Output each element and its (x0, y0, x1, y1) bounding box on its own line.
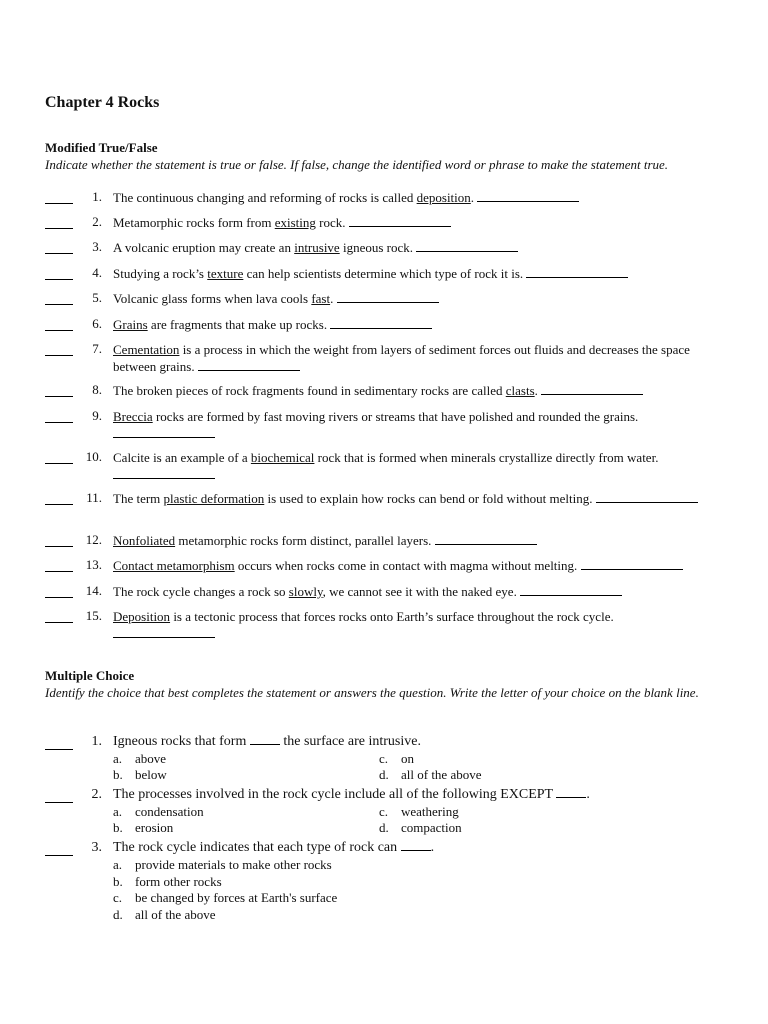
identified-phrase: intrusive (294, 240, 340, 255)
mc-section-instruction: Identify the choice that best completes the statement or answers the question. Write the letter of your choice on the blank line. (45, 685, 699, 700)
answer-blank[interactable] (45, 855, 73, 856)
answer-blank[interactable] (45, 228, 73, 229)
correction-blank[interactable] (520, 595, 622, 596)
identified-phrase: Contact metamorphism (113, 558, 235, 573)
identified-phrase: biochemical (250, 450, 315, 465)
identified-phrase: clasts (505, 383, 535, 398)
option-letter: d. (379, 767, 389, 782)
statement-text-post: metamorphic rocks form distinct, parallel layers. (175, 533, 432, 548)
item-statement (113, 557, 713, 574)
answer-blank[interactable] (45, 355, 73, 356)
item-number: 6. (92, 316, 102, 331)
answer-option (379, 820, 462, 836)
item-number: 4. (92, 265, 102, 280)
correction-blank[interactable] (477, 201, 579, 202)
identified-phrase: texture (207, 266, 244, 281)
option-letter: d. (113, 906, 123, 922)
item-statement (113, 316, 713, 333)
correction-blank[interactable] (349, 226, 451, 227)
item-statement (113, 532, 713, 549)
option-text: below (135, 767, 167, 782)
option-text: on (401, 751, 414, 766)
question-stem (113, 840, 713, 856)
correction-blank[interactable] (435, 544, 537, 545)
item-statement (113, 239, 713, 256)
item-number: 10. (85, 449, 102, 464)
correction-blank[interactable] (337, 302, 439, 303)
answer-blank[interactable] (45, 546, 73, 547)
option-text: weathering (401, 804, 459, 819)
statement-text-post: . (330, 291, 334, 306)
item-statement (113, 189, 713, 206)
item-statement (113, 449, 713, 483)
question-text-pre: The rock cycle indicates that each type of rock can (113, 840, 401, 855)
answer-blank[interactable] (45, 802, 73, 803)
option-letter: a. (113, 804, 123, 819)
option-letter: b. (113, 820, 123, 835)
statement-text-post: . (470, 190, 475, 205)
question-number: 2. (91, 787, 102, 802)
statement-text-pre: Metamorphic rocks form from (113, 215, 275, 230)
item-statement (113, 214, 713, 231)
question-text-post: . (430, 840, 435, 855)
item-number: 15. (85, 608, 102, 623)
answer-option (379, 804, 459, 820)
answer-blank[interactable] (45, 422, 73, 423)
answer-option (113, 751, 166, 767)
statement-text-post: can help scientists determine which type of rock it is. (243, 266, 524, 281)
item-statement (113, 341, 713, 375)
option-letter: a. (113, 857, 123, 872)
question-stem (113, 787, 713, 803)
identified-phrase: deposition (416, 190, 471, 205)
option-letter: c. (113, 890, 123, 905)
option-letter: a. (113, 751, 123, 766)
item-number: 11. (86, 490, 102, 505)
answer-option (113, 907, 216, 923)
item-number: 5. (92, 290, 102, 305)
question-text-post: the surface are intrusive. (279, 734, 421, 749)
option-text: be changed by forces at Earth's surface (135, 890, 338, 905)
identified-phrase: existing (274, 215, 316, 230)
item-number: 2. (92, 214, 102, 229)
answer-option (113, 820, 173, 836)
option-text: all of the above (401, 767, 482, 782)
answer-blank[interactable] (45, 463, 73, 464)
answer-option (113, 874, 222, 890)
question-stem (113, 734, 713, 750)
correction-blank[interactable] (596, 502, 698, 503)
inline-blank (250, 744, 280, 745)
answer-blank[interactable] (45, 253, 73, 254)
item-number: 13. (85, 557, 102, 572)
statement-text-post: . (534, 383, 538, 398)
answer-blank[interactable] (45, 571, 73, 572)
answer-blank[interactable] (45, 396, 73, 397)
item-number: 8. (92, 382, 102, 397)
answer-option (113, 767, 167, 783)
tf-section-heading: Modified True/False (45, 140, 158, 155)
answer-blank[interactable] (45, 203, 73, 204)
inline-blank (556, 797, 586, 798)
statement-text-pre: The rock cycle changes a rock so (113, 584, 289, 599)
item-number: 7. (92, 341, 102, 356)
option-text: all of the above (135, 906, 216, 922)
statement-text-post: igneous rock. (339, 240, 413, 255)
option-letter: c. (379, 751, 389, 766)
statement-text-post: rock. (315, 215, 346, 230)
statement-text-post: is used to explain how rocks can bend or fold without melting. (264, 491, 593, 506)
statement-text-pre: A volcanic eruption may create an (113, 240, 295, 255)
item-number: 3. (92, 239, 102, 254)
answer-option (113, 890, 337, 906)
item-number: 14. (85, 583, 102, 598)
statement-text-post: is a tectonic process that forces rocks onto Earth’s surface throughout the rock cycle. (170, 609, 614, 624)
option-letter: c. (379, 804, 389, 819)
question-number: 1. (91, 734, 102, 749)
item-statement (113, 290, 713, 307)
answer-option (379, 767, 482, 783)
mc-section-heading: Multiple Choice (45, 668, 135, 683)
statement-text-pre: The term (113, 491, 164, 506)
item-number: 12. (85, 532, 102, 547)
question-text-pre: Igneous rocks that form (113, 734, 250, 749)
tf-section-instruction: Indicate whether the statement is true or false. If false, change the identified word or phrase to make the statement true. (45, 157, 669, 172)
identified-phrase: fast (311, 291, 331, 306)
correction-blank[interactable] (541, 394, 643, 395)
option-text: compaction (401, 820, 462, 835)
option-letter: d. (379, 820, 389, 835)
statement-text-post: are fragments that make up rocks. (147, 317, 328, 332)
item-statement (113, 583, 713, 600)
statement-text-pre: Calcite is an example of a (113, 450, 251, 465)
correction-blank[interactable] (113, 478, 215, 479)
identified-phrase: Grains (113, 317, 148, 332)
answer-blank[interactable] (45, 622, 73, 623)
identified-phrase: Deposition (113, 609, 171, 624)
answer-blank[interactable] (45, 597, 73, 598)
question-text-post: . (586, 787, 590, 802)
correction-blank[interactable] (416, 251, 518, 252)
option-text: form other rocks (135, 873, 222, 889)
item-statement (113, 265, 713, 282)
answer-blank[interactable] (45, 330, 73, 331)
page-title: Chapter 4 Rocks (45, 94, 160, 111)
answer-option (379, 751, 414, 767)
correction-blank[interactable] (330, 328, 432, 329)
answer-blank[interactable] (45, 504, 73, 505)
identified-phrase: Nonfoliated (113, 533, 176, 548)
statement-text-pre: Volcanic glass forms when lava cools (113, 291, 312, 306)
item-number: 9. (92, 408, 102, 423)
answer-option (113, 804, 204, 820)
question-text-pre: The processes involved in the rock cycle include all of the following EXCEPT (113, 787, 557, 802)
question-number: 3. (91, 840, 102, 855)
identified-phrase: plastic deformation (163, 491, 265, 506)
inline-blank (401, 850, 431, 851)
statement-text-pre: The broken pieces of rock fragments found in sedimentary rocks are called (113, 383, 506, 398)
identified-phrase: Cementation (113, 342, 180, 357)
correction-blank[interactable] (526, 277, 628, 278)
option-letter: b. (113, 873, 123, 889)
statement-text-post: rock that is formed when minerals crystallize directly from water. (314, 450, 659, 465)
correction-blank[interactable] (113, 437, 215, 438)
answer-blank[interactable] (45, 749, 73, 750)
answer-blank[interactable] (45, 304, 73, 305)
item-statement (113, 490, 713, 507)
statement-text-post: rocks are formed by fast moving rivers or streams that have polished and rounded the grains. (152, 409, 639, 424)
statement-text-pre: Studying a rock’s (113, 266, 208, 281)
answer-option (113, 857, 332, 873)
statement-text-pre: The continuous changing and reforming of rocks is called (113, 190, 417, 205)
item-statement (113, 608, 713, 642)
statement-text-post: , we cannot see it with the naked eye. (322, 584, 517, 599)
item-statement (113, 408, 713, 442)
statement-text-post: occurs when rocks come in contact with magma without melting. (234, 558, 578, 573)
answer-blank[interactable] (45, 279, 73, 280)
option-text: above (135, 751, 167, 766)
statement-text-post: is a process in which the weight from layers of sediment forces out fluids and decreases the space between grains. (113, 342, 690, 374)
option-text: provide materials to make other rocks (135, 857, 332, 872)
identified-phrase: slowly (288, 584, 323, 599)
correction-blank[interactable] (198, 370, 300, 371)
option-letter: b. (113, 767, 123, 782)
correction-blank[interactable] (581, 569, 683, 570)
correction-blank[interactable] (113, 637, 215, 638)
identified-phrase: Breccia (113, 409, 153, 424)
item-statement (113, 382, 713, 399)
option-text: condensation (135, 804, 204, 819)
option-text: erosion (135, 820, 174, 835)
item-number: 1. (92, 189, 102, 204)
